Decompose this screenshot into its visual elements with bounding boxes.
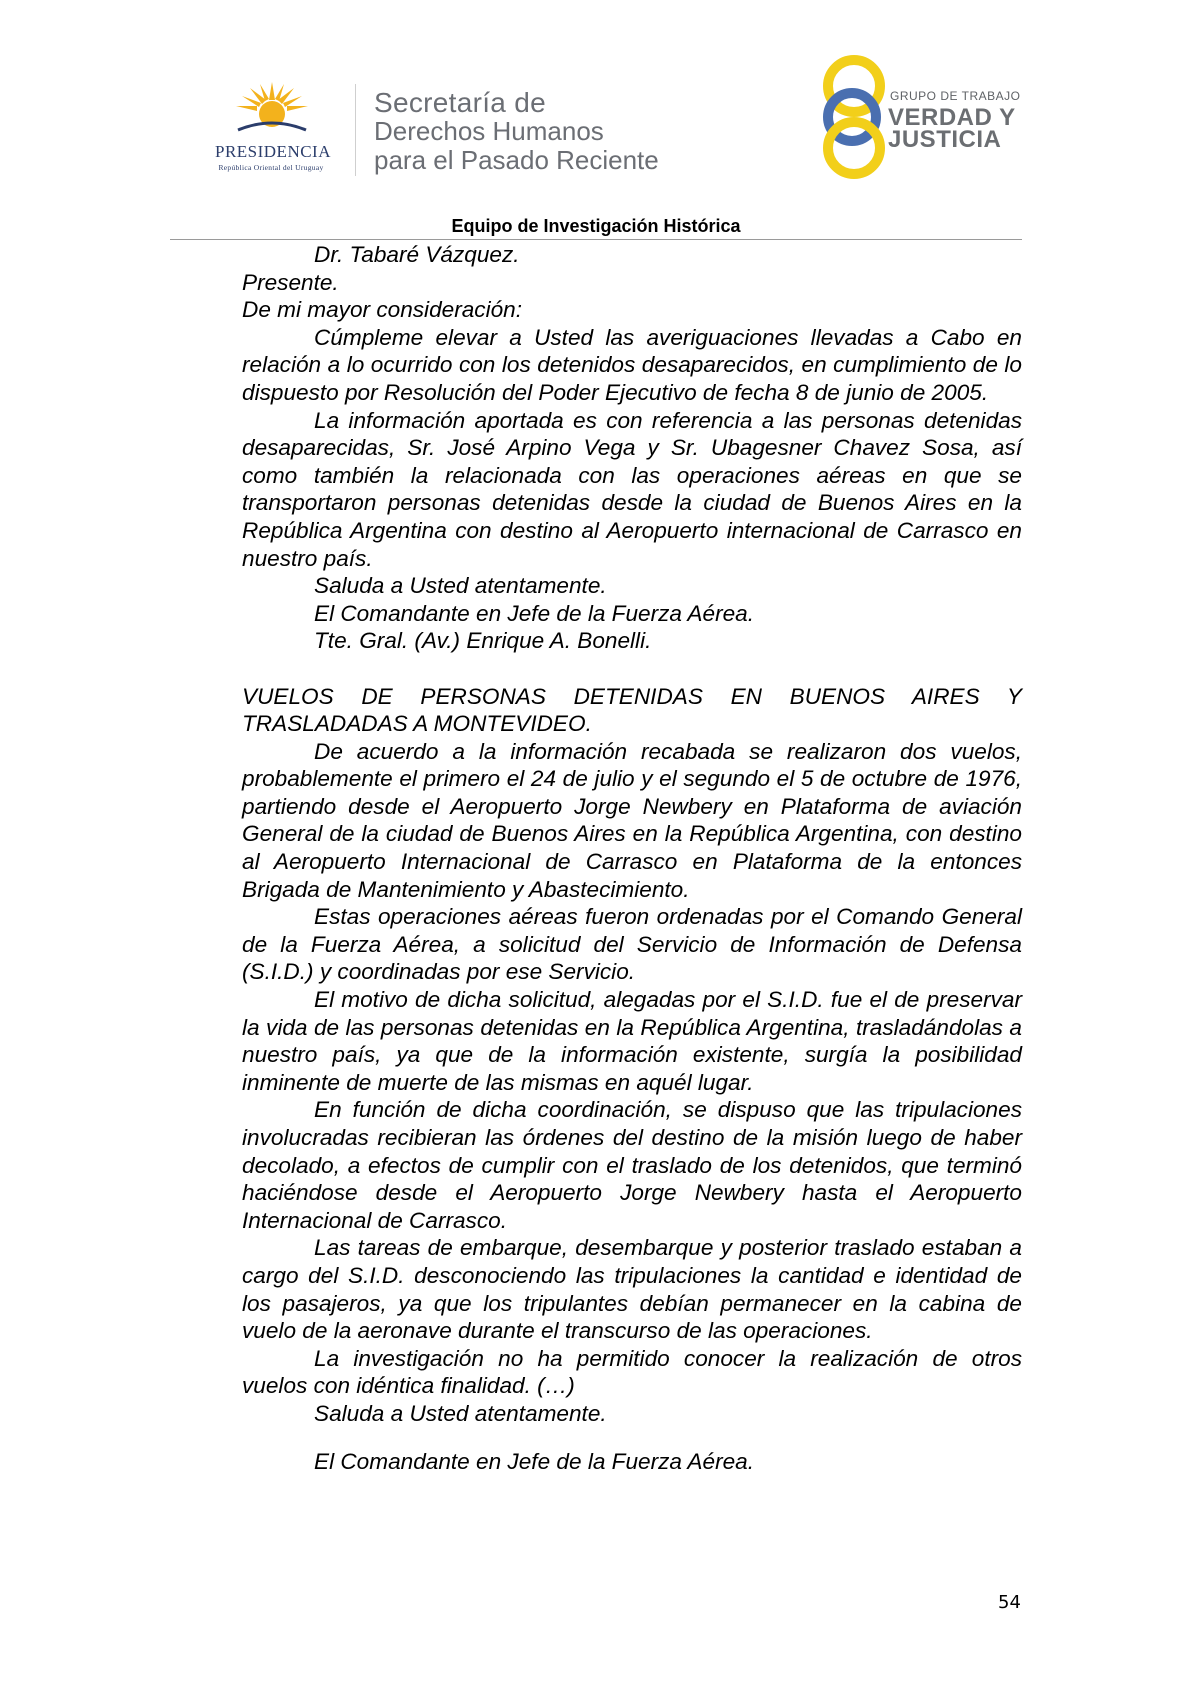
- team-heading: Equipo de Investigación Histórica: [451, 216, 741, 236]
- present-line: Presente.: [242, 269, 339, 295]
- verdad-label: VERDAD Y: [888, 104, 1016, 131]
- signer-title-1: El Comandante en Jefe de la Fuerza Aérea.: [314, 600, 755, 626]
- secretaria-line3: para el Pasado Reciente: [374, 145, 659, 175]
- section-title: VUELOS DE PERSONAS DETENIDAS EN BUENOS AIRES Y TRASLADADAS A MONTEVIDEO.: [242, 683, 1022, 737]
- paragraph-2: La información aportada es con referencia a las personas detenidas desaparecidas, Sr. José Arpino Vega y Sr. Ubagesner Chavez Sosa, así como también la relacionada con las operaciones aéreas en que se transportaron personas detenidas desde la ciudad de Buenos Aires en la República Argentina con destino al Aeropuerto internacional de Carrasco en nuestro país.: [242, 407, 1022, 571]
- paragraph-1: Cúmpleme elevar a Usted las averiguaciones llevadas a Cabo en relación a lo ocurrido con los detenidos desaparecidos, en cumplimiento de lo dispuesto por Resolución del Poder Ejecutivo de fecha 8 de junio de 2005.: [242, 324, 1022, 405]
- interlinked-rings-icon: [818, 54, 888, 180]
- signer-title-2: El Comandante en Jefe de la Fuerza Aérea.: [314, 1448, 755, 1474]
- greeting: De mi mayor consideración:: [242, 297, 523, 323]
- presidencia-sublabel: República Oriental del Uruguay: [218, 163, 324, 172]
- secretaria-line2: Derechos Humanos: [374, 116, 604, 146]
- document-body: [242, 241, 1022, 1475]
- verdad-justicia-logo: [818, 54, 1021, 184]
- logo-divider: [355, 84, 356, 176]
- closing-1: Saluda a Usted atentamente.: [314, 573, 607, 599]
- justicia-label: JUSTICIA: [888, 126, 1002, 153]
- section-paragraph-2: Estas operaciones aéreas fueron ordenadas por el Comando General de la Fuerza Aérea, a solicitud del Servicio de Información de Defensa (S.I.D.) y coordinadas por ese Servicio.: [242, 904, 1022, 985]
- section-paragraph-1: De acuerdo a la información recabada se realizaron dos vuelos, probablemente el primero el 24 de julio y el segundo el 5 de octubre de 1976, partiendo desde el Aeropuerto Jorge Newbery en Plataforma de aviación General de la ciudad de Buenos Aires en la República Argentina, con destino al Aeropuerto Internacional de Carrasco en Plataforma de la entonces Brigada de Mantenimiento y Abastecimiento.: [242, 738, 1022, 902]
- secretaria-logo: [374, 88, 659, 175]
- presidencia-logo: [196, 80, 346, 180]
- sun-emblem-icon: [232, 80, 312, 138]
- section-paragraph-3: El motivo de dicha solicitud, alegadas por el S.I.D. fue el de preservar la vida de las personas detenidas en la República Argentina, trasladándolas a nuestro país, ya que de la información existente, surgía la posibilidad inminente de muerte de las mismas en aquél lugar.: [242, 987, 1022, 1095]
- page-header: [0, 0, 1190, 240]
- section-paragraph-5: Las tareas de embarque, desembarque y posterior traslado estaban a cargo del S.I.D. desconociendo las tripulaciones la cantidad e identidad de los pasajeros, ya que los tripulantes debían permanecer en la cabina de vuelo de la aeronave durante el transcurso de las operaciones.: [242, 1235, 1022, 1344]
- spacer-2: [242, 1428, 1022, 1448]
- page-number: 54: [998, 1592, 1021, 1613]
- presidencia-label: PRESIDENCIA: [214, 142, 331, 161]
- header-rule: [170, 239, 1022, 240]
- signer-name: Tte. Gral. (Av.) Enrique A. Bonelli.: [314, 628, 652, 654]
- secretaria-line1: Secretaría de: [374, 87, 546, 118]
- section-paragraph-6: La investigación no ha permitido conocer la realización de otros vuelos con idéntica finalidad. (…): [242, 1345, 1022, 1399]
- grupo-label: GRUPO DE TRABAJO: [890, 89, 1021, 103]
- section-paragraph-4: En función de dicha coordinación, se dispuso que las tripulaciones involucradas recibieran las órdenes del destino de la misión luego de haber decolado, a efectos de cumplir con el traslado de los detenidos, que terminó haciéndose desde el Aeropuerto Jorge Newbery hasta el Aeropuerto Internacional de Carrasco.: [242, 1097, 1022, 1233]
- addressee: Dr. Tabaré Vázquez.: [314, 242, 520, 267]
- closing-2: Saluda a Usted atentamente.: [314, 1400, 607, 1426]
- spacer: [242, 655, 1022, 683]
